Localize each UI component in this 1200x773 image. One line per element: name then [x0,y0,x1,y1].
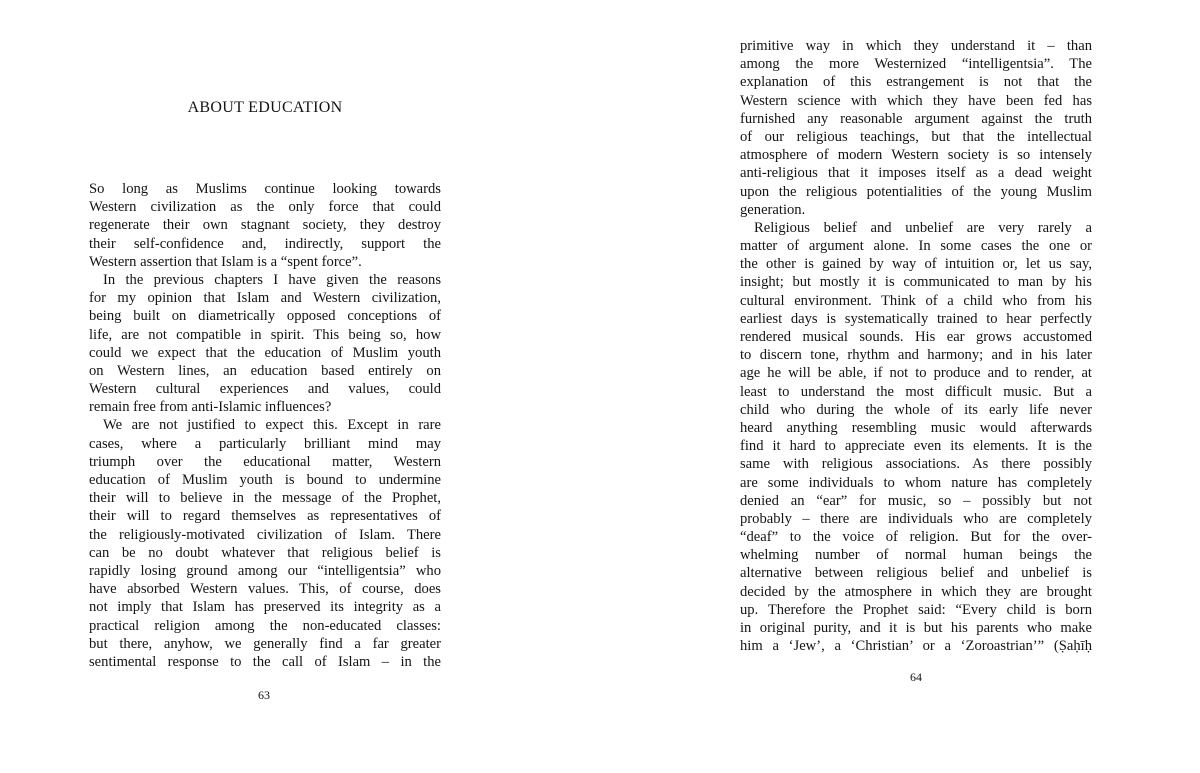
text-line: upon the religious potentialities of the young Muslim [740,183,1092,200]
text-line: whelming number of normal human beings the [740,547,1092,564]
text-line: Western science with which they have been fed has [740,92,1092,109]
text-line: “deaf” to the voice of religion. But for the over- [740,529,1092,546]
text-line: find it hard to appreciate even its elements. It is the [740,438,1092,455]
text-line: him a ‘Jew’, a ‘Christian’ or a ‘Zoroastrian’” (Ṣaḥīḥ [740,638,1092,655]
text-line: sentimental response to the call of Islam – in the [89,653,441,670]
text-line: insight; but mostly it is communicated to man by his [740,274,1092,291]
text-line: for my opinion that Islam and Western civilization, [89,290,441,307]
text-line: In the previous chapters I have given the reasons [103,271,441,288]
text-line: generation. [740,201,806,218]
text-line: their will to regard themselves as representatives of [89,508,441,525]
text-line: up. Therefore the Prophet said: “Every child is born [740,601,1092,618]
text-line: could we expect that the education of Muslim youth [89,344,441,361]
text-line: probably – there are individuals who are completely [740,510,1092,527]
text-line: age he will be able, if not to produce and to render, at [740,365,1092,382]
text-line: Western assertion that Islam is a “spent force”. [89,253,362,270]
text-line: heard anything resembling music would afterwards [740,419,1092,436]
text-line: regenerate their own stagnant society, they destroy [89,217,441,234]
text-line: in original purity, and it is but his parents who make [740,620,1092,636]
text-line: can be no doubt whatever that religious belief is [89,544,441,561]
text-line: remain free from anti-Islamic influences? [89,399,332,416]
text-line: same with religious associations. As there possibly [740,456,1092,473]
text-line: explanation of this estrangement is not that the [740,74,1092,91]
text-line: decided by the atmosphere in which they are brought [740,583,1092,600]
text-line: not imply that Islam has preserved its integrity as a [89,599,441,616]
text-line: the other is gained by way of intuition or, let us say, [740,256,1092,273]
text-line: alternative between religious belief and unbelief is [740,565,1092,582]
text-line: the religiously-motivated civilization of Islam. There [89,526,441,543]
text-line: to discern tone, rhythm and harmony; and in his later [740,347,1092,364]
text-line: their will to believe in the message of the Prophet, [89,490,441,507]
text-line: Western civilization as the only force that could [89,199,441,216]
text-line: So long as Muslims continue looking towards [89,181,441,197]
text-line: child who during the whole of its early life never [740,401,1092,418]
text-line: are some individuals to whom nature has completely [740,474,1092,491]
text-line: triumph over the educational matter, Western [89,453,441,470]
text-line: primitive way in which they understand it – than [740,38,1092,54]
text-line: practical religion among the non-educated classes: [89,617,441,634]
text-line: Western cultural experiences and values, could [89,381,441,398]
text-line: earliest days is systematically trained to hear perfectly [740,310,1092,327]
text-line: rapidly losing ground among our “intelligentsia” who [89,562,441,579]
text-line: matter of argument alone. In some cases the one or [740,238,1092,255]
text-line: their self-confidence and, indirectly, support the [89,235,441,252]
text-line: denied an “ear” for music, so – possibly but not [740,492,1092,509]
text-line: being built on diametrically opposed conceptions of [89,308,441,325]
text-line: anti-religious that it imposes itself as a dead weight [740,165,1092,182]
text-line: Religious belief and unbelief are very rarely a [754,219,1092,236]
text-line: rendered musical sounds. His ear grows accustomed [740,329,1092,345]
text-line: but there, anyhow, we generally find a far greater [89,635,441,652]
text-line: have absorbed Western values. This, of course, does [89,581,441,598]
text-line: among the more Westernized “intelligentsia”. The [740,56,1092,73]
text-line: cultural environment. Think of a child who from his [740,292,1092,309]
right-page [600,0,1200,773]
right-body-text [740,37,1092,655]
text-line: life, are not compatible in spirit. This being so, how [89,326,441,343]
text-line: on Western lines, an education based entirely on [89,362,441,379]
text-line: of our religious teachings, but that the intellectual [740,128,1092,145]
left-body-text [89,180,441,671]
text-line: cases, where a particularly brilliant mind may [89,435,441,452]
text-line: least to understand the most difficult music. But a [740,383,1092,400]
page-number-left: 63 [258,688,270,702]
text-line: We are not justified to expect this. Except in rare [103,417,441,434]
text-line: furnished any reasonable argument against the truth [740,110,1092,127]
page-number-right: 64 [910,670,922,684]
text-line: atmosphere of modern Western society is so intensely [740,147,1092,164]
text-line: education of Muslim youth is bound to undermine [89,472,441,488]
chapter-title: ABOUT EDUCATION [187,99,343,116]
